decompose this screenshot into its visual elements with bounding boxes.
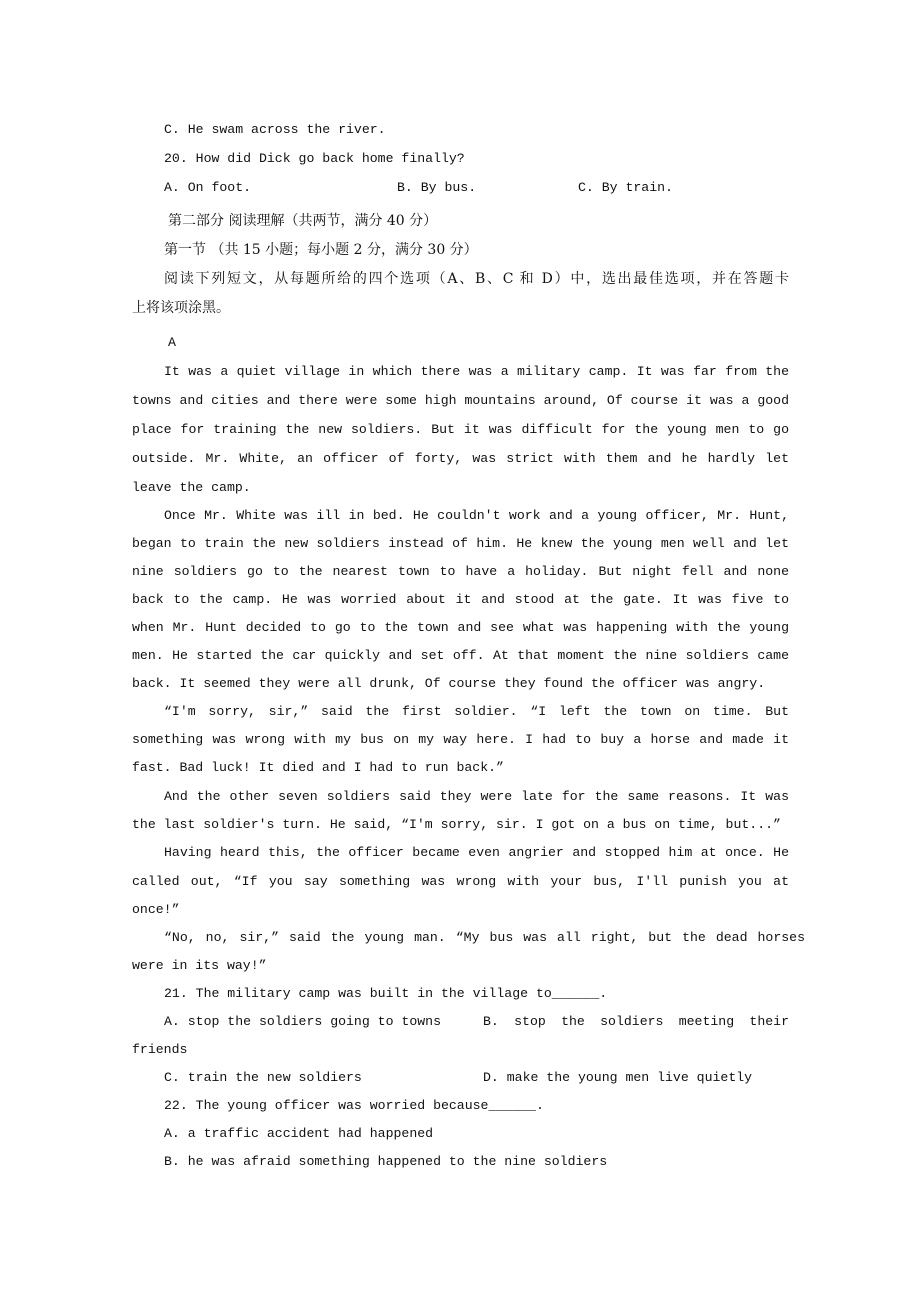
- part-title: 第二部分 阅读理解（共两节，满分 40 分）: [168, 213, 438, 229]
- passage-line: “No, no, sir,” said the young man. “My bus was all right, but the dead horses: [164, 930, 805, 945]
- passage-line: leave the camp.: [132, 480, 251, 495]
- passage-line: And the other seven soldiers said they were late for the same reasons. It was: [164, 789, 789, 804]
- passage-line: once!”: [132, 902, 180, 917]
- passage-line: the last soldier's turn. He said, “I'm sorry, sir. I got on a bus on time, but...”: [132, 817, 781, 832]
- q19-option-c: C. He swam across the river.: [164, 122, 386, 137]
- q21-option-d: D. make the young men live quietly: [483, 1070, 753, 1085]
- passage-line: called out, “If you say something was wrong with your bus, I'll punish you at: [132, 874, 789, 889]
- passage-line: fast. Bad luck! It died and I had to run back.”: [132, 760, 504, 775]
- q20-question: 20. How did Dick go back home finally?: [164, 151, 465, 166]
- passage-line: were in its way!”: [132, 958, 267, 973]
- q21-option-b: B. stop the soldiers meeting their: [483, 1014, 789, 1029]
- q22-option-a: A. a traffic accident had happened: [164, 1126, 434, 1141]
- passage-label: A: [168, 335, 176, 350]
- passage-line: Once Mr. White was ill in bed. He couldn't work and a young officer, Mr. Hunt,: [164, 508, 789, 523]
- passage-line: began to train the new soldiers instead of him. He knew the young men well and let: [132, 536, 789, 551]
- q20-option-b: B. By bus.: [397, 180, 477, 195]
- passage-line: outside. Mr. White, an officer of forty, was strict with them and he hardly let: [132, 451, 789, 466]
- passage-line: “I'm sorry, sir,” said the first soldier. “I left the town on time. But: [164, 704, 789, 719]
- passage-line: back. It seemed they were all drunk, Of course they found the officer was angry.: [132, 676, 766, 691]
- q21-option-c: C. train the new soldiers: [164, 1070, 362, 1085]
- passage-line: towns and cities and there were some high mountains around, Of course it was a good: [132, 393, 789, 408]
- q21-question: 21. The military camp was built in the village to______.: [164, 986, 608, 1001]
- instructions-line: 上将该项涂黑。: [132, 300, 230, 316]
- section-title: 第一节 （共 15 小题；每小题 2 分，满分 30 分）: [164, 242, 478, 258]
- q22-question: 22. The young officer was worried because______.: [164, 1098, 544, 1113]
- passage-line: back to the camp. He was worried about it and stood at the gate. It was five to: [132, 592, 789, 607]
- q20-option-a: A. On foot.: [164, 180, 252, 195]
- passage-line: Having heard this, the officer became even angrier and stopped him at once. He: [164, 845, 789, 860]
- q22-option-b: B. he was afraid something happened to the nine soldiers: [164, 1154, 608, 1169]
- q21-option-a: A. stop the soldiers going to towns: [164, 1014, 441, 1029]
- passage-line: when Mr. Hunt decided to go to the town and see what was happening with the young: [132, 620, 789, 635]
- passage-line: It was a quiet village in which there was a military camp. It was far from the: [164, 364, 789, 379]
- q20-option-c: C. By train.: [578, 180, 673, 195]
- passage-line: place for training the new soldiers. But it was difficult for the young men to go: [132, 422, 789, 437]
- passage-line: nine soldiers go to the nearest town to have a holiday. But night fell and none: [132, 564, 789, 579]
- passage-line: something was wrong with my bus on my way here. I had to buy a horse and made it: [132, 732, 789, 747]
- instructions-line: 阅读下列短文，从每题所给的四个选项（A、B、C 和 D）中，选出最佳选项，并在答题卡: [164, 271, 789, 287]
- passage-line: men. He started the car quickly and set off. At that moment the nine soldiers came: [132, 648, 789, 663]
- q21-option-b-continued: friends: [132, 1042, 188, 1057]
